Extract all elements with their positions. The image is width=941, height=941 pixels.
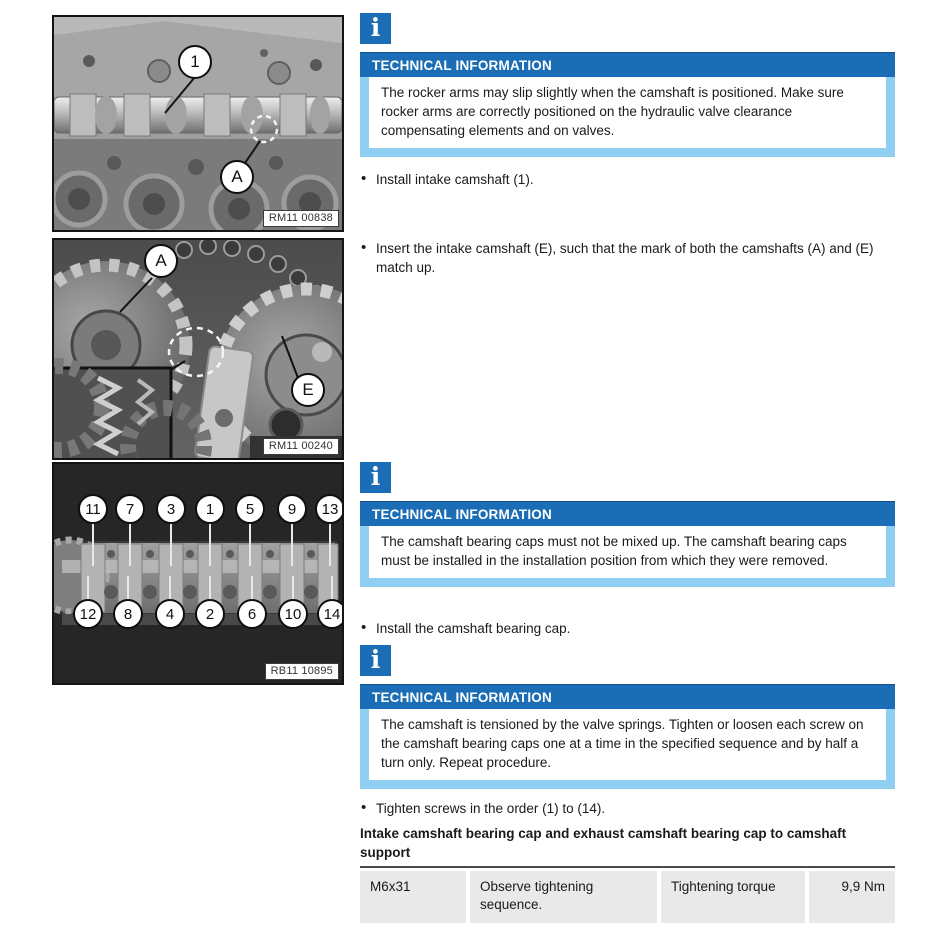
callout-circle: 12 <box>73 599 103 629</box>
callout-leader-line <box>249 522 251 566</box>
step-insert-intake-camshaft: • Insert the intake camshaft (E), such that the mark of both the camshafts (A) and (E) match up. <box>360 239 900 277</box>
callout-leader-line <box>92 522 94 566</box>
callout-circle: 8 <box>113 599 143 629</box>
table-row <box>360 871 895 923</box>
info-icon: i <box>360 462 391 493</box>
callout-circle: 2 <box>195 599 225 629</box>
info-box-body: The camshaft bearing caps must not be mixed up. The camshaft bearing caps must be installed in the installation position from which they were removed. <box>360 526 895 587</box>
figure-camshaft-photo <box>52 15 344 232</box>
callout-circle: 5 <box>235 494 265 524</box>
callout-leader-line <box>129 522 131 566</box>
callout-A: A <box>220 160 254 194</box>
step-install-intake-camshaft: • Install intake camshaft (1). <box>360 170 900 189</box>
cell-note: Observe tightening sequence. <box>470 871 657 923</box>
figure3-callout-layer <box>54 464 342 683</box>
callout-leader-line <box>329 522 331 566</box>
callout-circle: 9 <box>277 494 307 524</box>
technical-info-box-2 <box>360 462 895 587</box>
callout-E: E <box>291 373 325 407</box>
step-install-bearing-cap: • Install the camshaft bearing cap. <box>360 619 900 638</box>
cell-bolt-size: M6x31 <box>360 871 466 923</box>
callout-circle: 4 <box>155 599 185 629</box>
figure-code-label: RM11 00838 <box>263 210 339 227</box>
info-box-body: The rocker arms may slip slightly when the camshaft is positioned. Make sure rocker arms are correctly positioned on the hydraulic valve clearance compensating elements and on valves. <box>360 77 895 157</box>
callout-circle: 11 <box>78 494 108 524</box>
timing-gears-art <box>54 240 342 458</box>
info-icon: i <box>360 13 391 44</box>
figure-code-label: RM11 00240 <box>263 438 339 455</box>
cell-torque-value: 9,9 Nm <box>809 871 895 923</box>
callout-circle: 7 <box>115 494 145 524</box>
callout-1: 1 <box>178 45 212 79</box>
callout-leader-line <box>331 576 333 601</box>
figure-code-label: RB11 10895 <box>265 663 339 680</box>
callout-circle: 14 <box>317 599 344 629</box>
technical-info-box-1 <box>360 13 895 157</box>
callout-leader-line <box>291 522 293 566</box>
callout-leader-line <box>209 576 211 601</box>
callout-circle: 6 <box>237 599 267 629</box>
callout-leader-line <box>170 522 172 566</box>
callout-leader-line <box>251 576 253 601</box>
callout-leader-line <box>209 522 211 566</box>
info-box-title: TECHNICAL INFORMATION <box>360 501 895 526</box>
callout-circle: 1 <box>195 494 225 524</box>
torque-table-heading: Intake camshaft bearing cap and exhaust camshaft bearing cap to camshaft support <box>360 826 847 860</box>
info-icon: i <box>360 645 391 676</box>
callout-leader-line <box>87 576 89 601</box>
figure-bearing-cap-sequence <box>52 462 344 685</box>
callout-circle: 13 <box>315 494 344 524</box>
info-box-title: TECHNICAL INFORMATION <box>360 52 895 77</box>
figure-timing-gears-photo <box>52 238 344 460</box>
technical-info-box-3 <box>360 645 895 789</box>
step-tighten-screws: • Tighten screws in the order (1) to (14). <box>360 799 900 818</box>
callout-circle: 3 <box>156 494 186 524</box>
callout-leader-line <box>169 576 171 601</box>
cell-torque-label: Tightening torque <box>661 871 805 923</box>
callout-leader-line <box>127 576 129 601</box>
callout-A: A <box>144 244 178 278</box>
callout-circle: 10 <box>278 599 308 629</box>
callout-leader-line <box>292 576 294 601</box>
info-box-body: The camshaft is tensioned by the valve springs. Tighten or loosen each screw on the camshaft bearing caps one at a time in the specified sequence and by half a turn only. Repeat procedure. <box>360 709 895 789</box>
torque-table <box>360 866 895 923</box>
info-box-title: TECHNICAL INFORMATION <box>360 684 895 709</box>
